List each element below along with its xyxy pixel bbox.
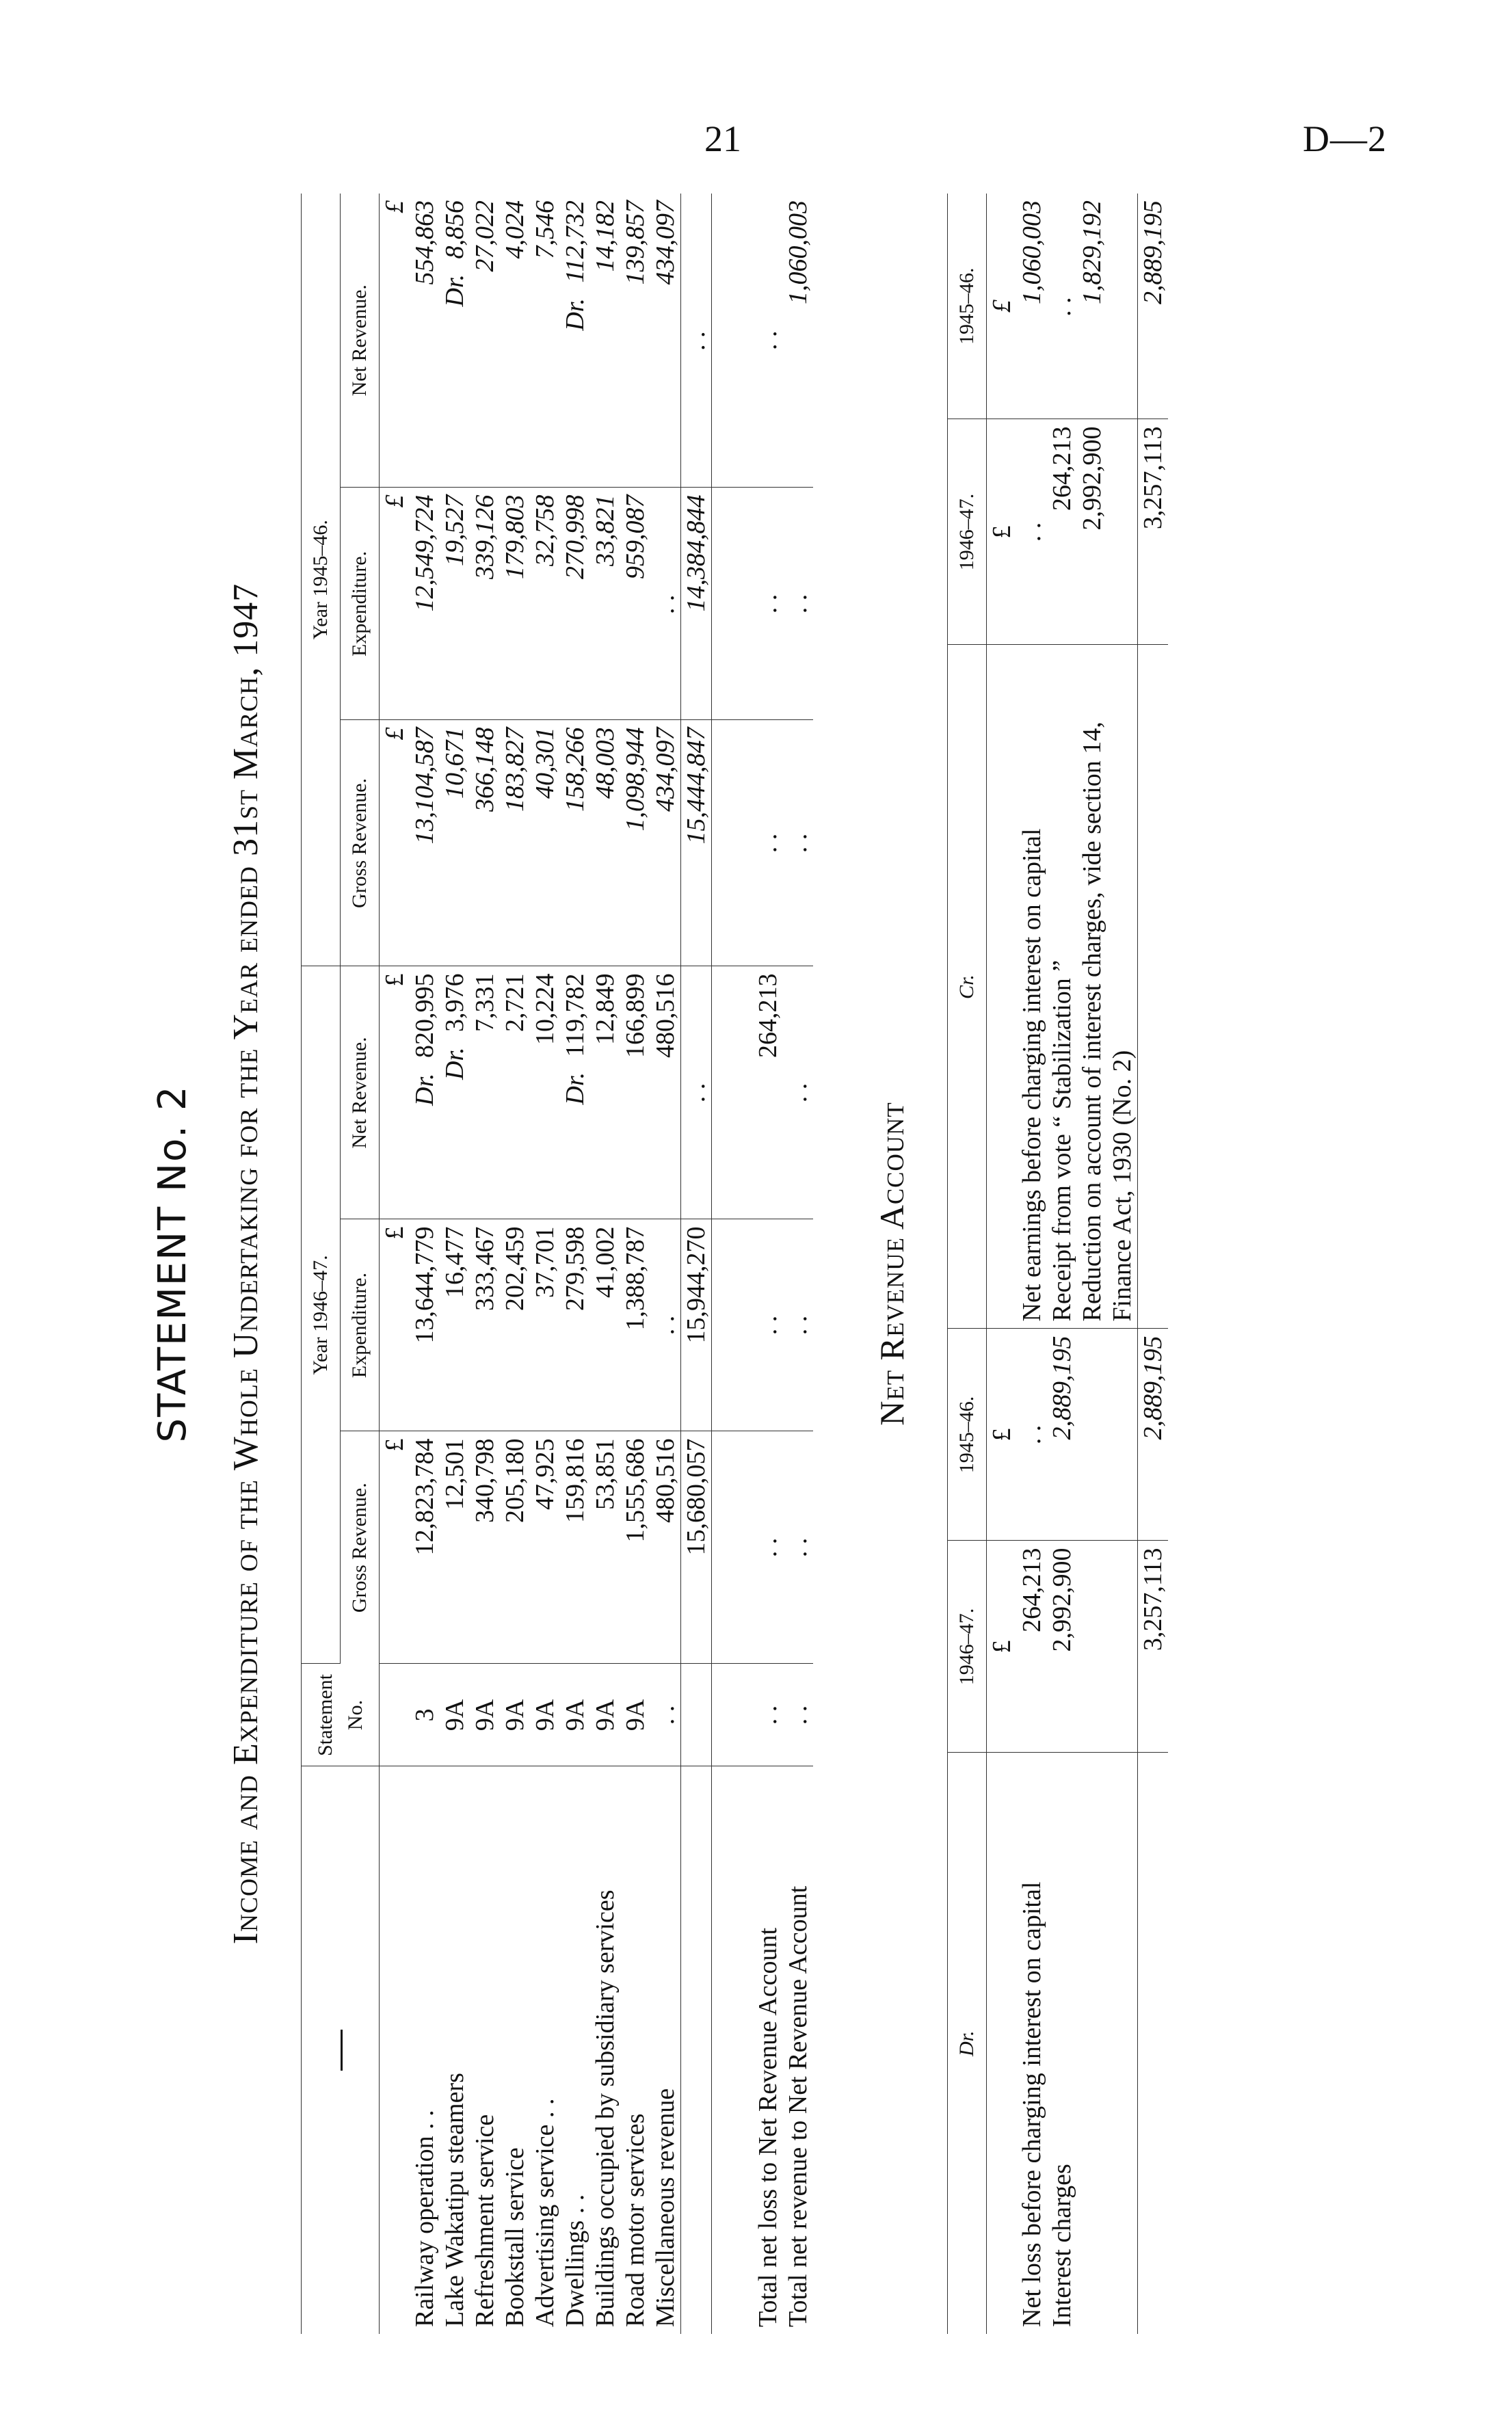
dr-year-1946-47: 1946–47. (948, 1541, 987, 1753)
net-loss-row (753, 194, 783, 2334)
row-label: Lake Wakatipu steamers (440, 2073, 469, 2327)
net-revenue-label: Total net revenue to Net Revenue Account (783, 1885, 812, 2327)
statement-no-cell: 9A (560, 1664, 590, 1766)
cell-right-total-1946: 3,257,113 (1138, 419, 1169, 645)
net-revenue-1946-cell (560, 966, 590, 1219)
debit-marker: Dr. (561, 298, 589, 331)
net-revenue-value: 554,863 (410, 200, 439, 285)
stabilization-label: Receipt from vote “ Stabilization ” (1047, 645, 1077, 1329)
label-header (302, 1766, 380, 2334)
interest-reduction-label: Reduction on account of interest charges, vide section 14, Finance Act, 1930 (No. 2) (1077, 645, 1138, 1329)
net-revenue-header: Net Revenue. (341, 194, 380, 488)
net-revenue-row (783, 194, 813, 2334)
statement-no-cell: 9A (590, 1664, 620, 1766)
net-loss-before-interest-label: Net loss before charging interest on capital (1018, 1881, 1046, 2327)
net-revenue-value: 10,224 (531, 973, 559, 1045)
expenditure-1945-cell: 32,758 (530, 488, 560, 720)
cell-total-exp-1945: 14,384,844 (681, 488, 712, 720)
net-revenue-value: 7,546 (531, 200, 559, 259)
table-row (560, 194, 590, 2334)
cell-left-v2-1945: 2,889,195 (1047, 1329, 1077, 1541)
debit-marker: Dr. (410, 1073, 439, 1106)
gross-revenue-1946-cell: 159,816 (560, 1431, 590, 1664)
expenditure-1945-cell: 959,087 (620, 488, 650, 720)
cell-total-net-1945: . . (681, 194, 712, 488)
row-label: Advertising service . . (531, 2098, 559, 2327)
cell-rev-e2: . . (783, 488, 813, 720)
cell-right-v1-1946: . . (1017, 419, 1047, 645)
table-row (530, 194, 560, 2334)
expenditure-1945-cell: 179,803 (500, 488, 530, 720)
expenditure-1946-cell: 37,701 (530, 1219, 560, 1431)
pound-sign: £ (987, 1541, 1018, 1753)
cell-left-total-1945: 2,889,195 (1138, 1329, 1169, 1541)
statement-no-cell: 9A (440, 1664, 470, 1766)
table-row (590, 194, 620, 2334)
statement-no-cell: . . (650, 1664, 681, 1766)
net-revenue-1946-cell (440, 966, 470, 1219)
net-revenue-1946-cell (410, 966, 440, 1219)
net-revenue-account-table (947, 194, 1168, 2334)
gross-revenue-1945-cell: 48,003 (590, 720, 620, 966)
cell-loss-g2: . . (753, 720, 783, 966)
net-earnings-label: Net earnings before charging interest on capital (1017, 645, 1047, 1329)
income-expenditure-table (301, 194, 813, 2334)
net-revenue-1945-cell (560, 194, 590, 488)
cell-right-v1-1945: 1,060,003 (1017, 194, 1047, 419)
net-revenue-1946-cell (530, 966, 560, 1219)
statement-no-cell: 9A (620, 1664, 650, 1766)
pound-sign: £ (380, 1219, 410, 1431)
pound-sign: £ (987, 194, 1018, 419)
cell-right-v3-1945: 1,829,192 (1077, 194, 1138, 419)
cell-total-net-1946: . . (681, 966, 712, 1219)
pound-sign: £ (380, 488, 410, 720)
net-revenue-1946-cell (650, 966, 681, 1219)
row-label: Buildings occupied by subsidiary services (591, 1889, 620, 2327)
gross-revenue-1946-cell: 340,798 (470, 1431, 500, 1664)
account-row-2 (1047, 194, 1077, 2334)
expenditure-header: Expenditure. (341, 488, 380, 720)
net-revenue-1945-cell (650, 194, 681, 488)
cr-header: Cr. (948, 645, 987, 1329)
gross-revenue-1946-cell: 205,180 (500, 1431, 530, 1664)
expenditure-header: Expenditure. (341, 1219, 380, 1431)
expenditure-1946-cell: 13,644,779 (410, 1219, 440, 1431)
expenditure-1946-cell: 41,002 (590, 1219, 620, 1431)
table-row (440, 194, 470, 2334)
cell-rev-st: . . (783, 1664, 813, 1766)
net-loss-label: Total net loss to Net Revenue Account (753, 1927, 782, 2327)
cell-left-v1-1946: 264,213 (1017, 1541, 1047, 1753)
pound-sign: £ (380, 720, 410, 966)
net-revenue-1946-cell (500, 966, 530, 1219)
debit-marker: Dr. (561, 1072, 589, 1105)
statement-title: STATEMENT No. 2 (150, 1085, 195, 1443)
expenditure-1946-cell: . . (650, 1219, 681, 1431)
gross-revenue-1945-cell: 158,266 (560, 720, 590, 966)
net-revenue-1945-cell (620, 194, 650, 488)
row-label: Dwellings . . (561, 2194, 589, 2327)
section-reference: D—2 (1303, 118, 1387, 159)
cell-rev-n2: 1,060,003 (783, 194, 813, 488)
cell-right-v3-1946: 2,992,900 (1077, 419, 1138, 645)
gross-revenue-1946-cell: 12,823,784 (410, 1431, 440, 1664)
net-revenue-value: 14,182 (591, 200, 620, 272)
cell-loss-g1: . . (753, 1431, 783, 1664)
expenditure-1945-cell: 33,821 (590, 488, 620, 720)
row-label: Bookstall service (501, 2147, 529, 2327)
year-1945-46-header: Year 1945–46. (302, 194, 341, 966)
row-label: Road motor services (621, 2113, 650, 2327)
row-label: Miscellaneous revenue (651, 2088, 680, 2327)
expenditure-1946-cell: 202,459 (500, 1219, 530, 1431)
header-dash (341, 2030, 343, 2071)
gross-revenue-1945-cell: 366,148 (470, 720, 500, 966)
expenditure-1945-cell: 339,126 (470, 488, 500, 720)
net-revenue-value: 480,516 (651, 973, 680, 1058)
gross-revenue-1946-cell: 53,851 (590, 1431, 620, 1664)
expenditure-1946-cell: 1,388,787 (620, 1219, 650, 1431)
cell-loss-n1: 264,213 (753, 966, 783, 1219)
net-revenue-value: 139,857 (621, 200, 650, 285)
table-row (620, 194, 650, 2334)
cell-right-v2-1945: . . (1047, 194, 1077, 419)
net-revenue-value: 119,782 (561, 973, 589, 1057)
net-revenue-value: 2,721 (501, 973, 529, 1032)
net-revenue-value: 4,024 (501, 200, 529, 259)
net-revenue-1945-cell (440, 194, 470, 488)
cell-left-v2-1946: 2,992,900 (1047, 1541, 1077, 1753)
table-row (410, 194, 440, 2334)
cell-left-total-1946: 3,257,113 (1138, 1541, 1169, 1753)
pound-sign: £ (380, 194, 410, 488)
net-revenue-value: 820,995 (410, 973, 439, 1058)
gross-revenue-1945-cell: 183,827 (500, 720, 530, 966)
expenditure-1946-cell: 333,467 (470, 1219, 500, 1431)
statement-no-header: Statement No. (302, 1664, 380, 1766)
expenditure-1945-cell: 19,527 (440, 488, 470, 720)
net-revenue-value: 7,331 (470, 973, 499, 1032)
cell-total-exp-1946: 15,944,270 (681, 1219, 712, 1431)
cell-loss-e1: . . (753, 1219, 783, 1431)
statement-subtitle: Income and Expenditure of the Whole Undertaking for the Year ended 31st March, 1947 (226, 583, 265, 1945)
account-totals-row (1138, 194, 1169, 2334)
statement-no-cell: 9A (500, 1664, 530, 1766)
net-revenue-value: 8,856 (440, 200, 469, 259)
gross-revenue-1945-cell: 434,097 (650, 720, 681, 966)
cell-loss-n2: . . (753, 194, 783, 488)
pound-sign: £ (987, 1329, 1018, 1541)
expenditure-1945-cell: 270,998 (560, 488, 590, 720)
net-revenue-value: 12,849 (591, 973, 620, 1045)
gross-revenue-1945-cell: 10,671 (440, 720, 470, 966)
account-row-1 (1017, 194, 1047, 2334)
cell-total-gross-1945: 15,444,847 (681, 720, 712, 966)
net-revenue-1946-cell (470, 966, 500, 1219)
net-revenue-1945-cell (410, 194, 440, 488)
expenditure-1946-cell: 279,598 (560, 1219, 590, 1431)
totals-row (681, 194, 712, 2334)
statement-no-cell: 3 (410, 1664, 440, 1766)
net-revenue-1945-cell (590, 194, 620, 488)
debit-marker: Dr. (440, 1047, 469, 1080)
cell-loss-st: . . (753, 1664, 783, 1766)
year-1946-47-header: Year 1946–47. (302, 966, 341, 1664)
gross-revenue-1946-cell: 1,555,686 (620, 1431, 650, 1664)
dr-header: Dr. (948, 1753, 987, 2334)
net-revenue-header: Net Revenue. (341, 966, 380, 1219)
gross-revenue-1945-cell: 13,104,587 (410, 720, 440, 966)
pound-sign: £ (987, 419, 1018, 645)
table-row (650, 194, 681, 2334)
row-label: Railway operation . . (410, 2110, 439, 2327)
dr-year-1945-46: 1945–46. (948, 1329, 987, 1541)
gross-revenue-1945-cell: 40,301 (530, 720, 560, 966)
gross-revenue-1946-cell: 12,501 (440, 1431, 470, 1664)
cell-rev-g1: . . (783, 1431, 813, 1664)
spacer-row (712, 194, 753, 2334)
cr-year-1945-46: 1945–46. (948, 194, 987, 419)
expenditure-1946-cell: 16,477 (440, 1219, 470, 1431)
gross-revenue-1945-cell: 1,098,944 (620, 720, 650, 966)
debit-marker: Dr. (440, 274, 469, 307)
gross-revenue-header: Gross Revenue. (341, 720, 380, 966)
expenditure-1945-cell: 12,549,724 (410, 488, 440, 720)
net-revenue-value: 112,732 (561, 200, 589, 283)
cell-right-total-1945: 2,889,195 (1138, 194, 1169, 419)
cr-year-1946-47: 1946–47. (948, 419, 987, 645)
net-revenue-value: 3,976 (440, 973, 469, 1032)
statement-no-cell: 9A (530, 1664, 560, 1766)
net-revenue-value: 166,899 (621, 973, 650, 1058)
cell-total-gross-1946: 15,680,057 (681, 1431, 712, 1664)
net-revenue-1946-cell (590, 966, 620, 1219)
pound-sign: £ (380, 1431, 410, 1664)
cell-left-v1-1945: . . (1017, 1329, 1047, 1541)
statement-no-cell: 9A (470, 1664, 500, 1766)
expenditure-1945-cell: . . (650, 488, 681, 720)
net-revenue-value: 434,097 (651, 200, 680, 285)
row-label: Refreshment service (470, 2114, 499, 2327)
page-number: 21 (704, 118, 741, 159)
gross-revenue-1946-cell: 47,925 (530, 1431, 560, 1664)
net-revenue-1946-cell (620, 966, 650, 1219)
cell-rev-g2: . . (783, 720, 813, 966)
net-revenue-account-title: Net Revenue Account (873, 1102, 911, 1426)
cell-rev-e1: . . (783, 1219, 813, 1431)
cell-loss-e2: . . (753, 488, 783, 720)
interest-charges-label: Interest charges (1048, 2164, 1076, 2327)
rotated-content (144, 194, 1395, 2334)
net-revenue-1945-cell (500, 194, 530, 488)
table-row (500, 194, 530, 2334)
net-revenue-value: 27,022 (470, 200, 499, 272)
pound-sign: £ (380, 966, 410, 1219)
gross-revenue-header: Gross Revenue. (341, 1431, 380, 1664)
cell-right-v2-1946: 264,213 (1047, 419, 1077, 645)
net-revenue-1945-cell (470, 194, 500, 488)
cell-rev-n1: . . (783, 966, 813, 1219)
table-row (470, 194, 500, 2334)
gross-revenue-1946-cell: 480,516 (650, 1431, 681, 1664)
table1-body (410, 194, 681, 2334)
net-revenue-1945-cell (530, 194, 560, 488)
account-row-3 (1077, 194, 1138, 2334)
